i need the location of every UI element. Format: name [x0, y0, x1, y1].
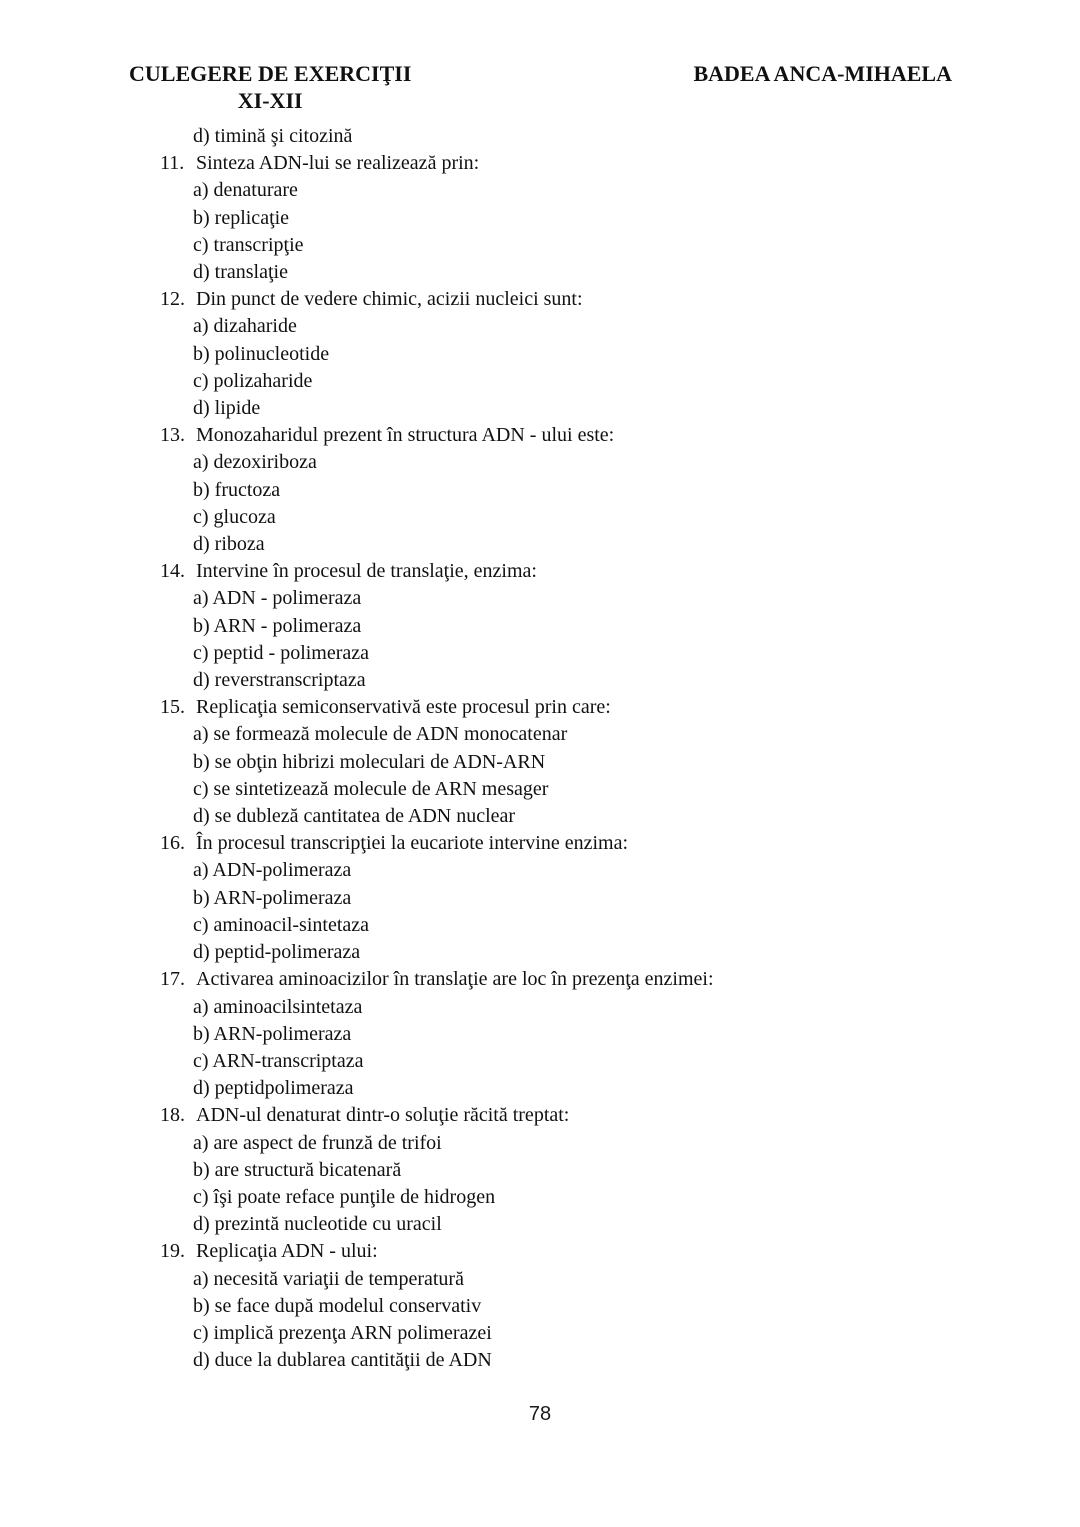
option-line-c: c) glucoza — [193, 505, 276, 528]
question-14 — [0, 558, 1080, 694]
question-text: Replicaţia ADN - ului: — [196, 1240, 378, 1263]
question-text-line — [0, 558, 1080, 585]
question-12 — [0, 286, 1080, 422]
option-line-c: c) transcripţie — [193, 233, 304, 256]
option-line-a: a) se formează molecule de ADN monocatenar — [193, 723, 568, 746]
option-line-d: d) lipide — [193, 397, 261, 420]
option-line-a: a) ADN-polimeraza — [193, 859, 352, 882]
option-line-a: a) are aspect de frunză de trifoi — [193, 1131, 442, 1154]
question-text-line — [0, 286, 1080, 313]
question-18 — [0, 1102, 1080, 1238]
option-line-c: c) îşi poate reface punţile de hidrogen — [193, 1185, 496, 1208]
question-text-line — [0, 150, 1080, 177]
question-text: Monozaharidul prezent în structura ADN - ului este: — [196, 424, 615, 447]
question-text: În procesul transcripţiei la eucariote intervine enzima: — [196, 832, 629, 855]
question-text: Activarea aminoacizilor în translaţie are loc în prezenţa enzimei: — [196, 968, 714, 991]
book-title: CULEGERE DE EXERCIŢII — [129, 61, 412, 86]
option-line-b: b) ARN - polimeraza — [193, 614, 362, 637]
option-line-c: c) implică prezenţa ARN polimerazei — [193, 1321, 492, 1344]
option-line-d: d) riboza — [193, 533, 265, 556]
option-line-c: c) ARN-transcriptaza — [193, 1049, 364, 1072]
question-text: Replicaţia semiconservativă este procesul prin care: — [196, 696, 611, 719]
option-line-d: d) prezintă nucleotide cu uracil — [193, 1213, 442, 1236]
option-line-b: b) fructoza — [193, 478, 281, 501]
author-name: BADEA ANCA-MIHAELA — [693, 61, 952, 86]
question-13 — [0, 422, 1080, 558]
orphan-option-line: d) timină şi citozină — [193, 125, 353, 147]
question-number: 14. — [160, 560, 185, 583]
question-text-line — [0, 966, 1080, 993]
option-line-a: a) denaturare — [193, 179, 298, 202]
option-line-a: a) dizaharide — [193, 315, 297, 338]
question-number: 12. — [160, 288, 185, 311]
question-text-line — [0, 422, 1080, 449]
book-subtitle: XI-XII — [237, 88, 303, 113]
question-text: Sinteza ADN-lui se realizează prin: — [196, 152, 480, 175]
option-line-d: d) reverstranscriptaza — [193, 669, 366, 692]
questions-list — [0, 123, 1080, 1374]
option-line-d: d) se dubleză cantitatea de ADN nuclear — [193, 805, 516, 828]
option-line-b: b) se obţin hibrizi moleculari de ADN-ARN — [193, 750, 546, 773]
option-line-d: d) translaţie — [193, 261, 288, 284]
question-text: Intervine în procesul de translaţie, enzima: — [196, 560, 537, 583]
question-number: 18. — [160, 1104, 185, 1127]
question-text-line — [0, 694, 1080, 721]
option-line-d: d) peptidpolimeraza — [193, 1077, 354, 1100]
option-line-c: c) se sintetizează molecule de ARN mesager — [193, 777, 549, 800]
book-title-block — [129, 60, 411, 114]
question-number: 19. — [160, 1240, 185, 1263]
option-line-b: b) ARN-polimeraza — [193, 886, 352, 909]
question-text: ADN-ul denaturat dintr-o soluţie răcită treptat: — [196, 1104, 570, 1127]
option-line-a: a) ADN - polimeraza — [193, 587, 362, 610]
option-line-b: b) replicaţie — [193, 206, 290, 229]
question-11 — [0, 150, 1080, 286]
option-line-a: a) necesită variaţii de temperatură — [193, 1267, 464, 1290]
question-17 — [0, 966, 1080, 1102]
option-line-a: a) dezoxiriboza — [193, 451, 317, 474]
option-line-b: b) ARN-polimeraza — [193, 1022, 352, 1045]
question-number: 11. — [160, 152, 185, 175]
option-line-b: b) se face după modelul conservativ — [193, 1294, 482, 1317]
option-line-d: d) duce la dublarea cantităţii de ADN — [193, 1349, 492, 1372]
option-line-d: d) peptid-polimeraza — [193, 941, 361, 964]
option-line-c: c) polizaharide — [193, 369, 313, 392]
question-text-line — [0, 1102, 1080, 1129]
page-number: 78 — [528, 1403, 552, 1425]
page-header — [129, 60, 952, 114]
question-number: 13. — [160, 424, 185, 447]
option-line-c: c) peptid - polimeraza — [193, 641, 370, 664]
option-line-b: b) polinucleotide — [193, 342, 330, 365]
option-line-c: c) aminoacil-sintetaza — [193, 913, 370, 936]
question-text: Din punct de vedere chimic, acizii nucleici sunt: — [196, 288, 583, 311]
question-text-line — [0, 830, 1080, 857]
question-number: 16. — [160, 832, 185, 855]
question-19 — [0, 1238, 1080, 1374]
option-line-a: a) aminoacilsintetaza — [193, 995, 363, 1018]
question-15 — [0, 694, 1080, 830]
question-16 — [0, 830, 1080, 966]
question-number: 17. — [160, 968, 185, 991]
question-number: 15. — [160, 696, 185, 719]
question-text-line — [0, 1238, 1080, 1265]
option-line-b: b) are structură bicatenară — [193, 1158, 402, 1181]
